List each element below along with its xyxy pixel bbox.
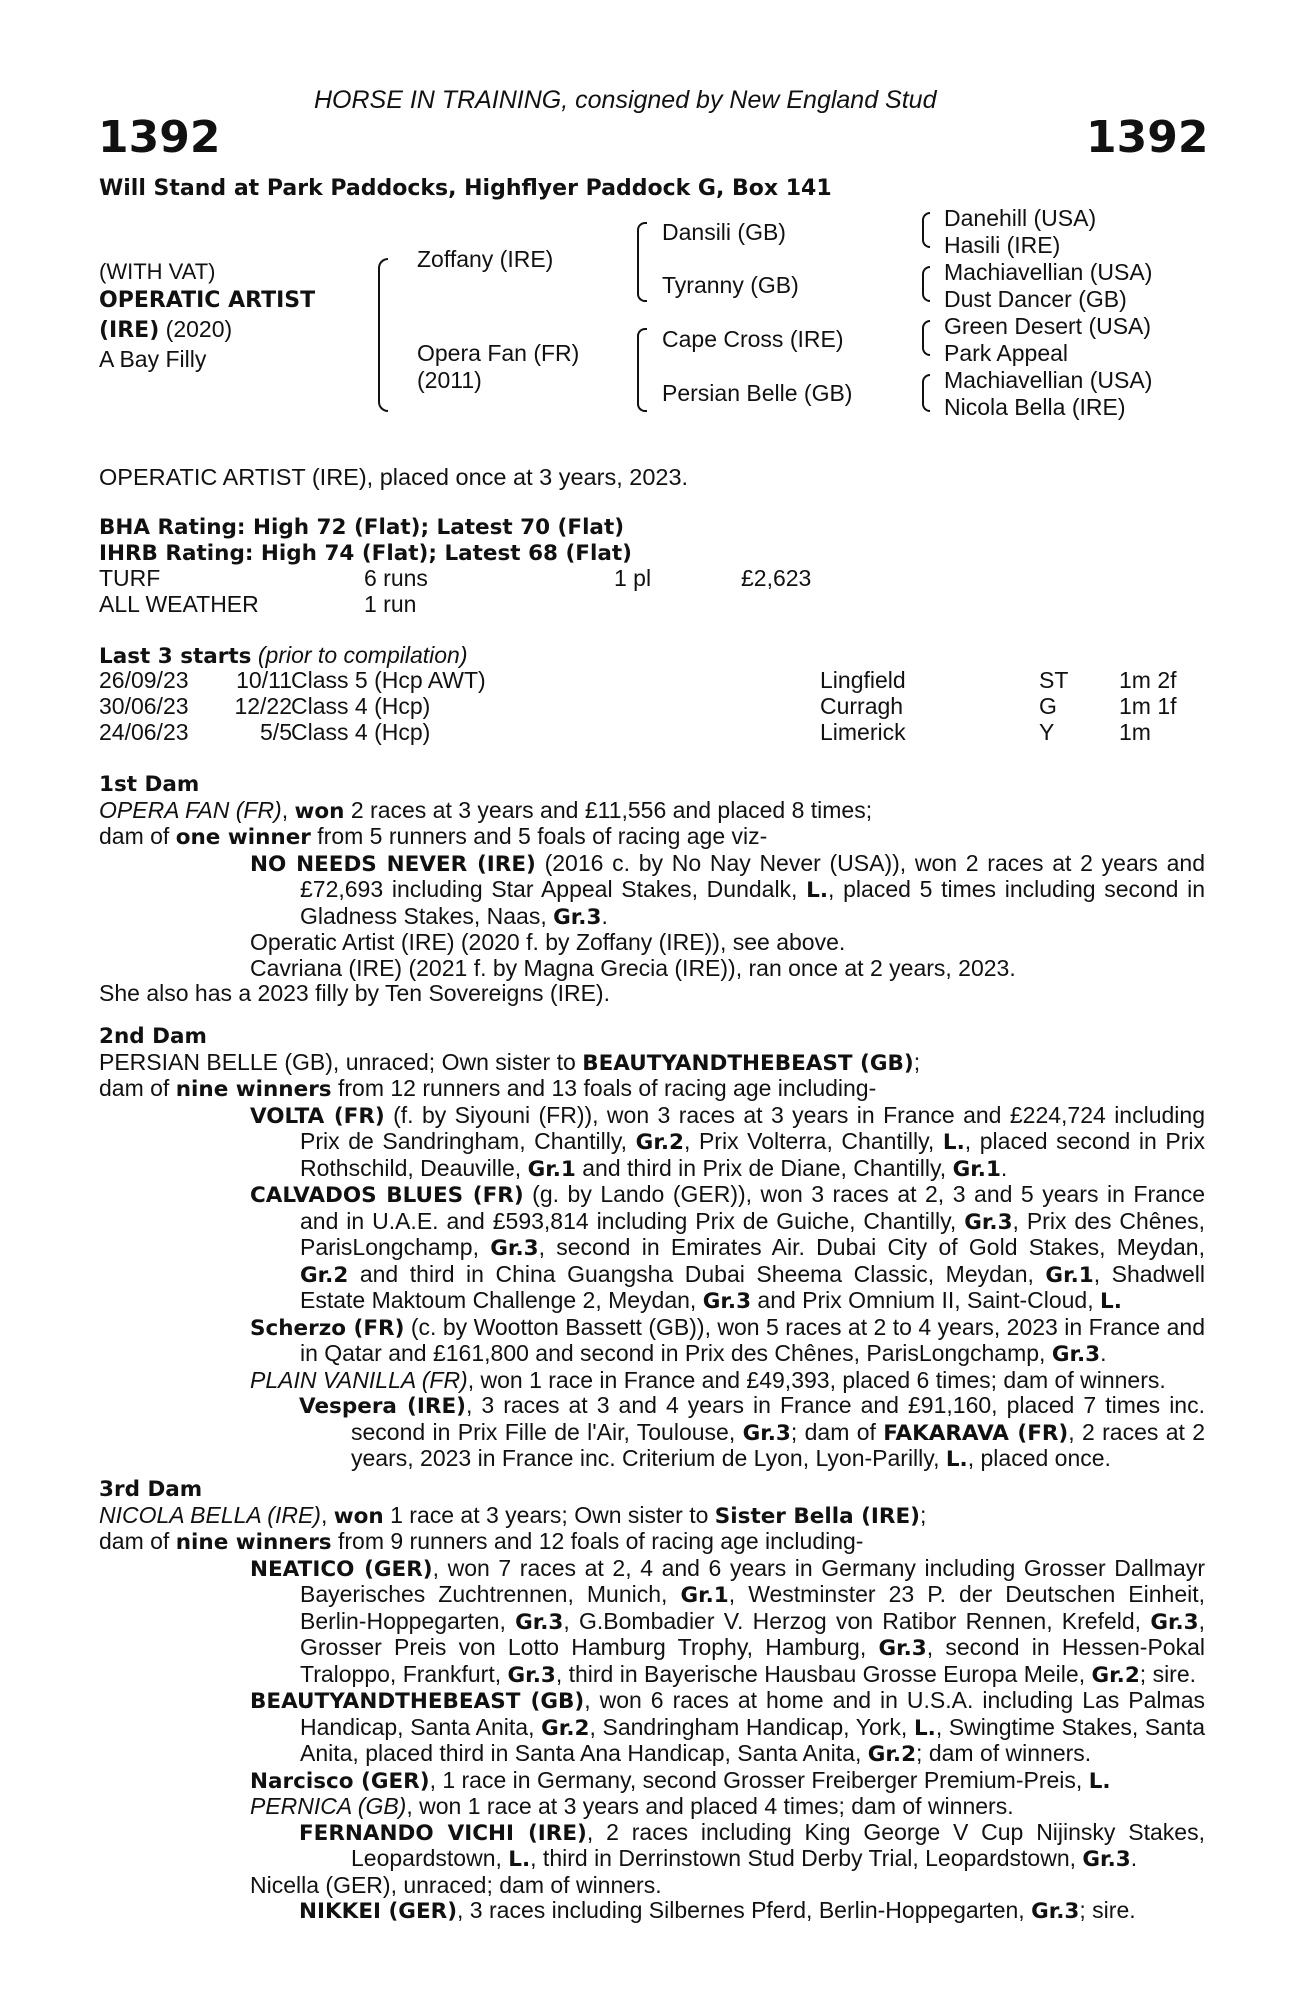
consignment-header: HORSE IN TRAINING, consigned by New England Stud (314, 86, 937, 114)
pedigree-brace-main (378, 258, 388, 412)
record-surface: ALL WEATHER (99, 591, 259, 617)
race-summary: OPERATIC ARTIST (IRE), placed once at 3 years, 2023. (99, 464, 689, 490)
horse-description: A Bay Filly (99, 346, 207, 372)
start-distance: 1m (1119, 719, 1151, 745)
pedigree-sire-dam: Tyranny (GB) (662, 272, 799, 298)
start-row (99, 694, 1209, 720)
start-going: ST (1039, 667, 1069, 693)
pedigree-dam-sire: Cape Cross (IRE) (662, 326, 844, 352)
start-date: 24/06/23 (99, 719, 189, 745)
first-dam-heading: 1st Dam (99, 772, 200, 797)
produce-entry: NO NEEDS NEVER (IRE) (2016 c. by No Nay Never (USA)), won 2 races at 2 years and £72,693 including Star Appeal Stakes, Dundalk, L., placed 5 times including second in Gladness Stakes, Naas, Gr.3. (250, 849, 1206, 930)
start-row (99, 720, 1209, 746)
first-dam-produce: dam of one winner from 5 runners and 5 foals of racing age viz- (99, 823, 768, 850)
pedigree-g3-2: Hasili (IRE) (944, 232, 1061, 258)
third-dam-section (99, 1476, 1205, 1925)
pedigree-g3-3: Machiavellian (USA) (944, 259, 1153, 285)
record-row-aw (99, 592, 1209, 618)
lot-number-right: 1392 (1086, 112, 1209, 163)
second-dam-line: PERSIAN BELLE (GB), unraced; Own sister to BEAUTYANDTHEBEAST (GB); (99, 1048, 921, 1076)
bha-rating: BHA Rating: High 72 (Flat); Latest 70 (Flat) (99, 515, 625, 540)
record-runs: 6 runs (364, 565, 428, 591)
start-going: G (1039, 693, 1057, 719)
second-dam-produce: dam of nine winners from 12 runners and 13 foals of racing age including- (99, 1075, 877, 1102)
produce-entry: VOLTA (FR) (f. by Siyouni (FR)), won 3 races at 3 years in France and £224,724 including Prix de Sandringham, Chantilly, Gr.2, Prix Volterra, Chantilly, L., placed second in Prix Rothschild, Deauville, Gr.1 and third in Prix de Diane, Chantilly, Gr.1. (250, 1101, 1206, 1182)
stand-location: Will Stand at Park Paddocks, Highflyer Paddock G, Box 141 (99, 176, 832, 201)
produce-entry: NEATICO (GER), won 7 races at 2, 4 and 6 years in Germany including Grosser Dallmayr Bayerisches Zuchtrennen, Munich, Gr.1, Westminster 23 P. der Deutschen Einheit, Berlin-Hoppegarten, Gr.3, G.Bombadier V. Herzog von Ratibor Rennen, Krefeld, Gr.3, Grosser Preis von Lotto Hamburg Trophy, Hamburg, Gr.3, second in Hessen-Pokal Traloppo, Frankfurt, Gr.3, third in Bayerische Hausbau Grosse Europa Meile, Gr.2; sire. (250, 1554, 1206, 1688)
pedigree-g3-7: Machiavellian (USA) (944, 367, 1153, 393)
start-distance: 1m 1f (1119, 693, 1177, 719)
start-going: Y (1039, 719, 1055, 745)
pedigree-g3-5: Green Desert (USA) (944, 313, 1152, 339)
record-surface: TURF (99, 565, 161, 591)
second-dam-section (99, 1023, 1205, 1473)
pedigree-dam: Opera Fan (FR) (417, 340, 580, 366)
record-runs: 1 run (364, 591, 417, 617)
produce-entry: Nicella (GER), unraced; dam of winners. (250, 1871, 662, 1898)
start-course: Limerick (820, 719, 906, 745)
produce-entry: Operatic Artist (IRE) (2020 f. by Zoffany (IRE)), see above. (250, 929, 846, 955)
start-date: 30/06/23 (99, 693, 189, 719)
pedigree-sire: Zoffany (IRE) (417, 246, 554, 272)
horse-year: (2020) (159, 316, 233, 342)
produce-entry: CALVADOS BLUES (FR) (g. by Lando (GER)), won 3 races at 2, 3 and 5 years in France and in U.A.E. and £593,814 including Prix de Guiche, Chantilly, Gr.3, Prix des Chênes, ParisLongchamp, Gr.3, second in Emirates Air. Dubai City of Gold Stakes, Meydan, Gr.2 and third in China Guangsha Dubai Sheema Classic, Meydan, Gr.1, Shadwell Estate Maktoum Challenge 2, Meydan, Gr.3 and Prix Omnium II, Saint-Cloud, L. (250, 1181, 1206, 1314)
third-dam-heading: 3rd Dam (99, 1477, 203, 1502)
start-course: Lingfield (820, 667, 906, 693)
vat-label: (WITH VAT) (99, 259, 216, 284)
pedigree-sire-sire: Dansili (GB) (662, 219, 786, 245)
produce-subentry: NIKKEI (GER), 3 races including Silbernes Pferd, Berlin-Hoppegarten, Gr.3; sire. (299, 1897, 1136, 1924)
pedigree-dam-year: (2011) (417, 367, 482, 393)
produce-entry: Narcisco (GER), 1 race in Germany, second Grosser Freiberger Premium-Preis, L. (250, 1766, 1111, 1794)
produce-subentry: FERNANDO VICHI (IRE), 2 races including King George V Cup Nijinsky Stakes, Leopardstown, L., third in Derrinstown Stud Derby Trial, Leopardstown, Gr.3. (299, 1818, 1205, 1872)
pedigree-brace-g2 (922, 266, 930, 302)
record-row-turf (99, 566, 1209, 592)
record-prize: £2,623 (741, 565, 812, 591)
produce-entry: PLAIN VANILLA (FR), won 1 race in France and £49,393, placed 6 times; dam of winners. (250, 1366, 1166, 1393)
start-row (99, 668, 1209, 694)
produce-entry: PERNICA (GB), won 1 race at 3 years and placed 4 times; dam of winners. (250, 1793, 1014, 1819)
pedigree-g3-8: Nicola Bella (IRE) (944, 394, 1126, 420)
third-dam-line: NICOLA BELLA (IRE), won 1 race at 3 years; Own sister to Sister Bella (IRE); (99, 1501, 927, 1529)
start-class: Class 4 (Hcp) (291, 719, 431, 745)
start-pos: 10/11 (236, 667, 292, 693)
pedigree-brace-g3 (922, 320, 930, 356)
start-pos: 5/5 (260, 719, 292, 745)
first-dam-line: OPERA FAN (FR), won 2 races at 3 years and £11,556 and placed 8 times; (99, 796, 873, 824)
pedigree-brace-g4 (922, 374, 930, 412)
lot-number-left: 1392 (98, 112, 221, 163)
first-dam-section (99, 771, 1205, 1007)
produce-entry: Scherzo (FR) (c. by Wootton Bassett (GB)), won 5 races at 2 to 4 years, 2023 in France and in Qatar and £161,800 and second in Prix des Chênes, ParisLongchamp, Gr.3. (250, 1313, 1205, 1367)
start-course: Curragh (820, 693, 904, 719)
produce-note: She also has a 2023 filly by Ten Sovereigns (IRE). (99, 980, 610, 1006)
start-pos: 12/22 (234, 693, 292, 719)
horse-name: OPERATIC ARTIST (99, 288, 316, 313)
produce-subentry: Vespera (IRE), 3 races at 3 and 4 years in France and £91,160, placed 7 times inc. second in Prix Fille de l'Air, Toulouse, Gr.3; dam of FAKARAVA (FR), 2 races at 2 years, 2023 in France inc. Criterium de Lyon, Lyon-Parilly, L., placed once. (299, 1392, 1206, 1472)
horse-identity (99, 258, 315, 373)
produce-entry: BEAUTYANDTHEBEAST (GB), won 6 races at home and in U.S.A. including Las Palmas Handicap, Santa Anita, Gr.2, Sandringham Handicap, York, L., Swingtime Stakes, Santa Anita, placed third in Santa Ana Handicap, Santa Anita, Gr.2; dam of winners. (250, 1687, 1206, 1767)
third-dam-produce: dam of nine winners from 9 runners and 12 foals of racing age including- (99, 1528, 864, 1555)
ihrb-rating: IHRB Rating: High 74 (Flat); Latest 68 (Flat) (99, 541, 632, 566)
produce-entry: Cavriana (IRE) (2021 f. by Magna Grecia (IRE)), ran once at 2 years, 2023. (250, 954, 1016, 981)
start-class: Class 5 (Hcp AWT) (291, 667, 486, 693)
pedigree-g3-4: Dust Dancer (GB) (944, 286, 1127, 312)
pedigree-g3-6: Park Appeal (944, 340, 1069, 366)
start-distance: 1m 2f (1119, 667, 1177, 693)
start-class: Class 4 (Hcp) (291, 693, 431, 719)
horse-suffix: (IRE) (99, 318, 160, 343)
pedigree-dam-dam: Persian Belle (GB) (662, 380, 853, 406)
pedigree-brace-g1 (922, 212, 930, 248)
pedigree-brace-dam (637, 328, 647, 412)
last-starts-heading: Last 3 starts (prior to compilation) (99, 642, 468, 669)
pedigree-g3-1: Danehill (USA) (944, 205, 1097, 231)
record-placed: 1 pl (614, 565, 652, 591)
pedigree-brace-sire (637, 222, 647, 302)
start-date: 26/09/23 (99, 667, 189, 693)
second-dam-heading: 2nd Dam (99, 1024, 207, 1049)
